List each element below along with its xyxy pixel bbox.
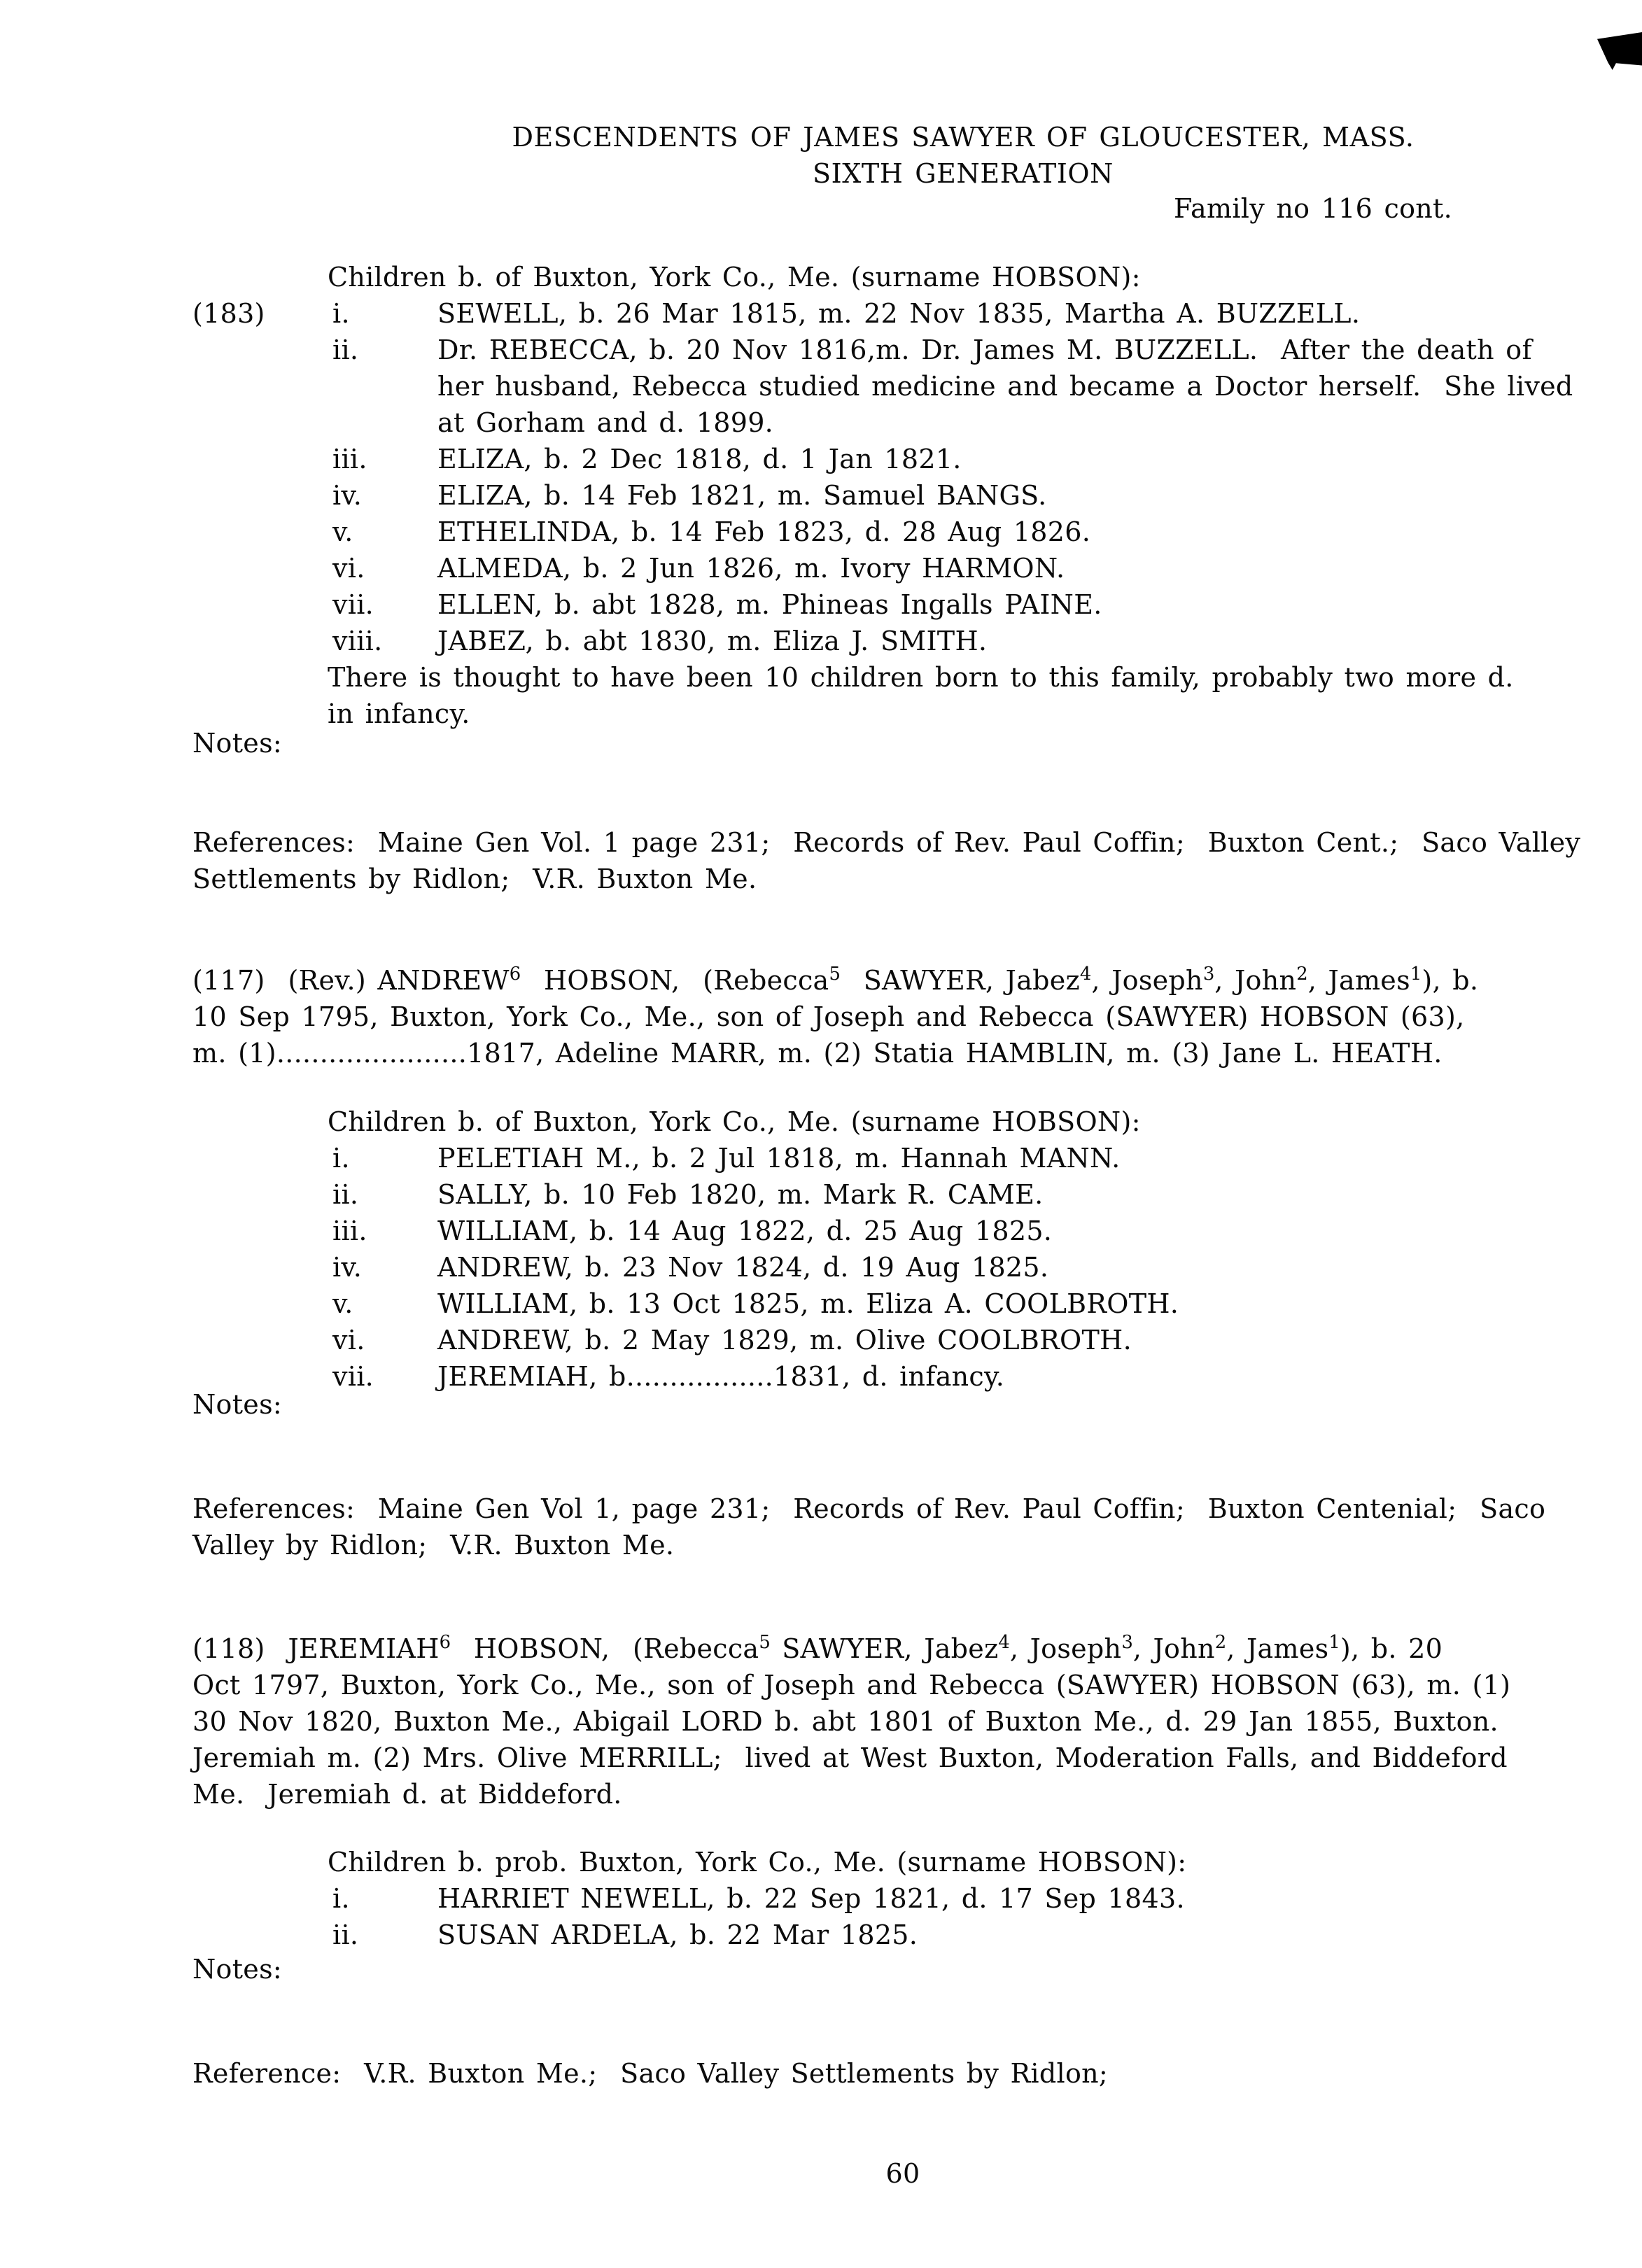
references-118 bbox=[192, 2055, 1108, 2092]
child-text-line: ETHELINDA, b. 14 Feb 1823, d. 28 Aug 1826. bbox=[437, 516, 1091, 547]
child-numeral: i. bbox=[332, 1883, 350, 1914]
notes-label: Notes: bbox=[192, 1954, 282, 1985]
heading-line: Jeremiah m. (2) Mrs. Olive MERRILL; lived at West Buxton, Moderation Falls, and Biddeford bbox=[192, 1742, 1508, 1773]
child-numeral: vii. bbox=[332, 589, 374, 620]
reference-line: References: Maine Gen Vol 1, page 231; Records of Rev. Paul Coffin; Buxton Centenial; Saco bbox=[192, 1493, 1546, 1524]
family-118-children-section bbox=[0, 1844, 1642, 1953]
child-numeral: v. bbox=[332, 1288, 353, 1319]
child-numeral: v. bbox=[332, 516, 353, 547]
child-numeral: iv. bbox=[332, 480, 363, 511]
heading-line: m. (1)......................1817, Adeline MARR, m. (2) Statia HAMBLIN, m. (3) Jane L. HEATH. bbox=[192, 1038, 1443, 1069]
child-entry bbox=[0, 1917, 1642, 1953]
child-numeral: vi. bbox=[332, 1325, 365, 1355]
child-text-line: SALLY, b. 10 Feb 1820, m. Mark R. CAME. bbox=[437, 1179, 1044, 1210]
heading-line: (117) (Rev.) ANDREW$^6$ HOBSON, (Rebecca$^5$ SAWYER, Jabez$^4$, Joseph$^3$, John$^2$, James$^1$), b. bbox=[192, 963, 1479, 996]
page-title: DESCENDENTS OF JAMES SAWYER OF GLOUCESTER, MASS. bbox=[512, 122, 1415, 153]
heading-line: 10 Sep 1795, Buxton, York Co., Me., son of Joseph and Rebecca (SAWYER) HOBSON (63), bbox=[192, 1001, 1465, 1032]
child-text-line: ELLEN, b. abt 1828, m. Phineas Ingalls PAINE. bbox=[437, 589, 1102, 620]
children-intro: Children b. of Buxton, York Co., Me. (surname HOBSON): bbox=[328, 262, 1141, 293]
family-118-heading bbox=[192, 1630, 1606, 1812]
heading-line: Oct 1797, Buxton, York Co., Me., son of Joseph and Rebecca (SAWYER) HOBSON (63), m. (1) bbox=[192, 1670, 1511, 1700]
notes-label: Notes: bbox=[192, 728, 282, 759]
child-text-line: SEWELL, b. 26 Mar 1815, m. 22 Nov 1835, Martha A. BUZZELL. bbox=[437, 298, 1361, 329]
reference-line: References: Maine Gen Vol. 1 page 231; Records of Rev. Paul Coffin; Buxton Cent.; Saco Valley bbox=[192, 827, 1581, 858]
child-entry bbox=[0, 441, 1642, 477]
child-numeral: ii. bbox=[332, 1179, 359, 1210]
children-intro: Children b. of Buxton, York Co., Me. (surname HOBSON): bbox=[328, 1106, 1141, 1137]
child-text-line: at Gorham and d. 1899. bbox=[437, 407, 774, 438]
heading-line: (118) JEREMIAH$^6$ HOBSON, (Rebecca$^5$ SAWYER, Jabez$^4$, Joseph$^3$, John$^2$, James$^1$), b. 20 bbox=[192, 1631, 1443, 1664]
notes-label: Notes: bbox=[192, 1389, 282, 1420]
child-numeral: ii. bbox=[332, 334, 359, 365]
child-entry bbox=[0, 586, 1642, 623]
child-text-line: ELIZA, b. 14 Feb 1821, m. Samuel BANGS. bbox=[437, 480, 1047, 511]
child-numeral: iv. bbox=[332, 1252, 363, 1283]
child-entry bbox=[0, 1880, 1642, 1917]
page-header bbox=[263, 119, 1642, 192]
family-trailer bbox=[328, 659, 1642, 732]
child-text-line: ANDREW, b. 2 May 1829, m. Olive COOLBROTH. bbox=[437, 1325, 1132, 1355]
child-numeral: iii. bbox=[332, 444, 367, 474]
child-entry bbox=[0, 477, 1642, 514]
family-117-children-section bbox=[0, 1104, 1642, 1395]
child-text-line: PELETIAH M., b. 2 Jul 1818, m. Hannah MANN. bbox=[437, 1143, 1121, 1174]
child-entry bbox=[0, 1213, 1642, 1249]
child-entry bbox=[0, 1140, 1642, 1176]
children-intro: Children b. prob. Buxton, York Co., Me. (surname HOBSON): bbox=[328, 1847, 1187, 1878]
child-family-ref: (183) bbox=[192, 298, 265, 329]
child-numeral: i. bbox=[332, 1143, 350, 1174]
child-entry bbox=[0, 1286, 1642, 1322]
reference-line: Valley by Ridlon; V.R. Buxton Me. bbox=[192, 1530, 675, 1561]
child-entry bbox=[0, 332, 1642, 441]
child-text-line: JEREMIAH, b.................1831, d. infancy. bbox=[437, 1361, 1005, 1392]
child-text-line: SUSAN ARDELA, b. 22 Mar 1825. bbox=[437, 1920, 918, 1950]
child-entry bbox=[0, 550, 1642, 586]
child-text-line: JABEZ, b. abt 1830, m. Eliza J. SMITH. bbox=[437, 626, 988, 656]
child-numeral: ii. bbox=[332, 1920, 359, 1950]
family-trailer-line: in infancy. bbox=[328, 698, 470, 729]
reference-line: Settlements by Ridlon; V.R. Buxton Me. bbox=[192, 864, 757, 894]
family-117-heading bbox=[192, 962, 1606, 1071]
child-text-line: Dr. REBECCA, b. 20 Nov 1816,m. Dr. James M. BUZZELL. After the death of bbox=[437, 334, 1532, 365]
child-entry bbox=[0, 514, 1642, 550]
child-entry bbox=[0, 1249, 1642, 1286]
child-numeral: vii. bbox=[332, 1361, 374, 1392]
heading-line: 30 Nov 1820, Buxton Me., Abigail LORD b. abt 1801 of Buxton Me., d. 29 Jan 1855, Buxton. bbox=[192, 1706, 1499, 1737]
child-text-line: ELIZA, b. 2 Dec 1818, d. 1 Jan 1821. bbox=[437, 444, 962, 474]
child-numeral: iii. bbox=[332, 1216, 367, 1246]
references-117 bbox=[192, 1491, 1545, 1563]
reference-line: Reference: V.R. Buxton Me.; Saco Valley Settlements by Ridlon; bbox=[192, 2058, 1109, 2089]
page-number: 60 bbox=[885, 2158, 920, 2189]
child-text-line: WILLIAM, b. 14 Aug 1822, d. 25 Aug 1825. bbox=[437, 1216, 1053, 1246]
generation-subtitle: SIXTH GENERATION bbox=[812, 158, 1114, 189]
child-numeral: viii. bbox=[332, 626, 383, 656]
child-text-line: HARRIET NEWELL, b. 22 Sep 1821, d. 17 Sep 1843. bbox=[437, 1883, 1185, 1914]
family-number-note: Family no 116 cont. bbox=[1173, 193, 1452, 224]
child-entry bbox=[0, 1322, 1642, 1358]
family-116-children-section bbox=[0, 259, 1642, 732]
child-entry bbox=[0, 1176, 1642, 1213]
torn-corner-mark bbox=[1597, 32, 1642, 70]
child-text-line: her husband, Rebecca studied medicine and became a Doctor herself. She lived bbox=[437, 371, 1573, 402]
child-entry bbox=[0, 623, 1642, 659]
family-trailer-line: There is thought to have been 10 children born to this family, probably two more d. bbox=[328, 662, 1514, 693]
child-entry bbox=[0, 295, 1642, 332]
heading-line: Me. Jeremiah d. at Biddeford. bbox=[192, 1779, 622, 1810]
child-numeral: i. bbox=[332, 298, 350, 329]
child-text-line: ANDREW, b. 23 Nov 1824, d. 19 Aug 1825. bbox=[437, 1252, 1049, 1283]
child-text-line: WILLIAM, b. 13 Oct 1825, m. Eliza A. COOLBROTH. bbox=[437, 1288, 1179, 1319]
child-numeral: vi. bbox=[332, 553, 365, 584]
child-text-line: ALMEDA, b. 2 Jun 1826, m. Ivory HARMON. bbox=[437, 553, 1065, 584]
references-116 bbox=[192, 824, 1580, 897]
